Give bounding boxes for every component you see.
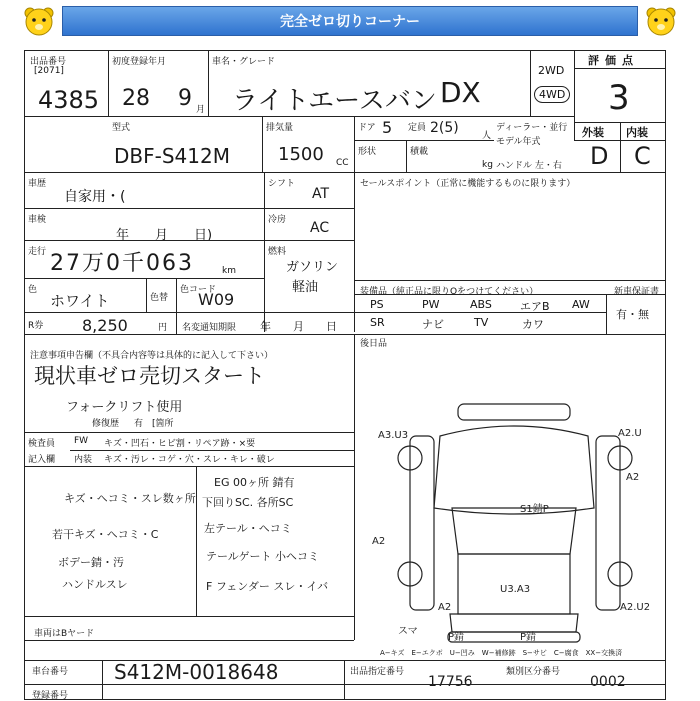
rear-gate — [450, 614, 578, 632]
history-label: 車歴 — [28, 179, 47, 189]
km-unit: km — [222, 266, 236, 276]
name-change-value: 年 月 日 — [260, 320, 337, 333]
reg-year: 28 — [122, 86, 150, 111]
seats-unit: 人 — [482, 131, 492, 141]
fw-label: FW — [74, 436, 89, 446]
hw-right-5: F フェンダー スレ・イバ — [206, 580, 329, 593]
chassis-label: 車台番号 — [32, 667, 69, 677]
repair-label: 修復歴 — [92, 419, 120, 429]
notes-label: 注意事項申告欄（不具合内容等は具体的に記入して下さい） — [30, 351, 274, 361]
equip-abs: ABS — [470, 298, 492, 311]
inspection-value: 年 月 日) — [116, 228, 213, 243]
first-reg-label: 初度登録年月 — [112, 57, 167, 67]
dmg-a2-right: A2 — [626, 472, 640, 483]
hw-right-1: EG 00ヶ所 錆有 — [214, 476, 295, 489]
checker-label: 検査員 — [28, 439, 56, 449]
front-bumper — [458, 404, 570, 420]
rear-bumper — [448, 632, 580, 642]
sales-point-label: セールスポイント（正常に機能するものに限ります） — [360, 179, 576, 189]
color-value: ホワイト — [50, 292, 110, 310]
mileage-value: 27万0千063 — [50, 251, 194, 276]
dmg-a2-left: A2 — [372, 536, 386, 547]
reg-label: 登録番号 — [32, 691, 69, 701]
ac-value: AC — [310, 220, 330, 236]
doors-label: ドア — [358, 123, 376, 133]
grade: DX — [440, 76, 481, 109]
cc-unit: CC — [336, 158, 349, 168]
equip-navi: ナビ — [422, 318, 444, 331]
fuel-diesel: 軽油 — [292, 280, 319, 295]
equipment-label: 装備品（純正品に限りOをつけてください） — [360, 287, 539, 297]
mileage-label: 走行 — [28, 247, 47, 257]
seats-label: 定員 — [408, 123, 427, 133]
dmg-a2u2: A2.U2 — [620, 602, 651, 613]
equip-tv: TV — [474, 316, 489, 329]
shape-label: 形状 — [358, 147, 377, 157]
kg-unit: kg — [482, 160, 493, 170]
bear-mascot-icon — [644, 4, 678, 38]
main-note: 現状車ゼロ売切スタート — [34, 364, 265, 388]
hw-left-2: 若干キズ・ヘコミ・C — [52, 528, 159, 541]
load-label: 積載 — [410, 147, 429, 157]
venue-code: [2071] — [34, 66, 64, 76]
color-label: 色 — [28, 285, 38, 295]
exterior-label: 外装 — [582, 126, 604, 139]
inspect-row1: キズ・凹石・ヒビ割・リペア跡・×要 — [104, 439, 256, 449]
hw-left-3: ボデー錆・汚 — [58, 556, 124, 569]
chassis-number: S412M-0018648 — [114, 660, 279, 684]
reg-month: 9 — [178, 86, 192, 111]
model-code: DBF-S412M — [114, 144, 230, 168]
windshield — [452, 508, 576, 554]
repair-value: 有 [箇所 — [134, 419, 174, 429]
hw-right-3: 左テール・ヘコミ — [204, 522, 292, 535]
hw-bottom: 車両はBヤード — [34, 629, 95, 639]
equip-pw: PW — [422, 298, 440, 311]
color-code: W09 — [198, 290, 235, 309]
drive-4wd: 4WD — [534, 86, 570, 103]
right-side — [596, 436, 620, 610]
history-value: 自家用・( — [64, 189, 126, 205]
banner-title: 完全ゼロ切りコーナー — [62, 6, 638, 36]
ac-label: 冷房 — [268, 215, 287, 225]
displacement: 1500 — [278, 144, 324, 165]
eval-label: 評価点 — [588, 54, 639, 67]
displacement-label: 排気量 — [266, 123, 294, 133]
inspection-label: 車検 — [28, 215, 47, 225]
banner — [0, 0, 700, 44]
inner-label: 内装 — [74, 455, 93, 465]
bear-mascot-icon — [22, 4, 56, 38]
hw-left-1: キズ・ヘコミ・スレ数ヶ所 — [64, 492, 196, 505]
equip-airbag: エアB — [520, 300, 550, 313]
doors: 5 — [382, 118, 393, 137]
damage-legend: A−キズ E−エクボ U−凹み W−補修跡 S−サビ C−腐食 XX−交換済 — [380, 649, 623, 657]
color-code-label: 色コード — [180, 285, 217, 295]
warranty-label: 新車保証書 — [614, 287, 660, 297]
equip-sr: SR — [370, 316, 385, 329]
shift-value: AT — [312, 186, 330, 202]
warranty-value: 有・無 — [616, 308, 649, 321]
cert-label: 出品指定番号 — [350, 667, 405, 677]
dmg-s1: S1錆P — [520, 504, 549, 515]
equip-aw: AW — [572, 298, 590, 311]
hood — [434, 426, 594, 514]
sub-note: フォークリフト使用 — [66, 400, 183, 415]
yen-unit: 円 — [158, 323, 168, 333]
venue-label: 出品番号 — [30, 57, 67, 67]
dmg-a3u3: A3.U3 — [378, 430, 409, 441]
hw-right-4: テールゲート 小ヘコミ — [206, 550, 320, 563]
hw-left-4: ハンドルスレ — [62, 578, 128, 591]
shift-label: シフト — [268, 179, 296, 189]
dmg-sma: スマ — [398, 626, 418, 637]
dmg-a2u: A2.U — [618, 428, 642, 439]
color-change-label: 色替 — [150, 293, 169, 303]
dmg-rust-rl: P錆 — [448, 632, 465, 643]
lot-number: 4385 — [38, 86, 100, 114]
dmg-rust-rr: P錆 — [520, 632, 537, 643]
dmg-a2-rear: A2 — [438, 602, 452, 613]
seats: 2(5) — [430, 120, 459, 136]
model-label: 型式 — [112, 123, 131, 133]
left-side — [410, 436, 434, 610]
fuel-gasoline: ガソリン — [286, 260, 339, 275]
car-name: ライトエースバン — [232, 86, 437, 116]
equip-ps: PS — [370, 298, 384, 311]
model-year-label: モデル年式 — [496, 137, 541, 147]
car-name-label: 車名・グレード — [212, 57, 276, 67]
inspect-row2: キズ・汚レ・コゲ・穴・スレ・キレ・破レ — [104, 455, 275, 465]
rear-items-label: 後日品 — [360, 339, 388, 349]
handle-label: ハンドル 左・右 — [496, 161, 562, 171]
r-value: 8,250 — [82, 316, 128, 335]
exterior-grade: D — [590, 142, 609, 170]
dealer-label: ディーラー・並行 — [496, 123, 568, 133]
interior-grade: C — [634, 142, 651, 170]
dmg-u3a3: U3.A3 — [500, 584, 531, 595]
name-change-label: 名変通知期限 — [182, 323, 237, 333]
interior-label: 内装 — [626, 126, 648, 139]
ref-value: 0002 — [590, 674, 626, 690]
month-unit: 月 — [196, 105, 206, 115]
fuel-label: 燃料 — [268, 247, 287, 257]
drive-2wd: 2WD — [538, 64, 565, 77]
hw-right-2: 下回りSC. 各所SC — [202, 496, 294, 509]
cert-value: 17756 — [428, 674, 473, 690]
car-damage-diagram — [370, 396, 666, 644]
ref-label: 類別区分番号 — [506, 667, 561, 677]
entry-label: 記入欄 — [28, 455, 56, 465]
r-label: R券 — [28, 321, 44, 331]
eval-score: 3 — [608, 78, 630, 118]
equip-leather: カワ — [522, 318, 544, 331]
